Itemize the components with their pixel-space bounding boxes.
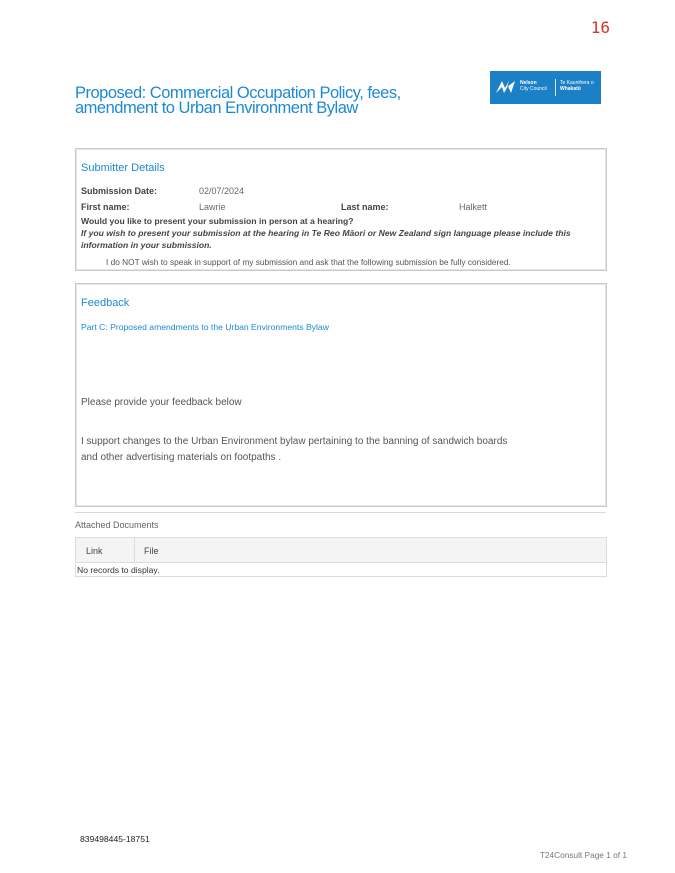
feedback-prompt: Please provide your feedback below xyxy=(81,397,242,408)
feedback-heading: Feedback xyxy=(81,297,130,309)
first-name-label: First name: xyxy=(81,202,130,212)
submitter-details-heading: Submitter Details xyxy=(81,162,165,174)
feedback-part-title: Part C: Proposed amendments to the Urban Environments Bylaw xyxy=(81,322,329,332)
submission-date-label: Submission Date: xyxy=(81,186,158,196)
column-header-file[interactable]: File xyxy=(144,546,159,556)
page-number: 16 xyxy=(590,18,610,37)
hearing-answer: I do NOT wish to speak in support of my submission and ask that the following submission be fully considered. xyxy=(106,257,511,267)
page-footer: T24Consult Page 1 of 1 xyxy=(539,850,627,860)
hearing-language-note: If you wish to present your submission at the hearing in Te Reo Māori or New Zealand sign language please include this information in your submission. xyxy=(81,228,571,250)
document-title: Proposed: Commercial Occupation Policy, fees, amendment to Urban Environment Bylaw xyxy=(75,84,401,117)
first-name-value: Lawrie xyxy=(199,202,226,212)
attached-documents-heading: Attached Documents xyxy=(75,520,159,530)
feedback-line: and other advertising materials on footpaths . xyxy=(81,452,282,463)
document-id: 839498445-18751 xyxy=(80,834,150,844)
hearing-question: Would you like to present your submission in person at a hearing? xyxy=(81,216,354,226)
logo-divider xyxy=(555,79,556,96)
submitter-details-panel xyxy=(75,148,607,271)
council-name: Nelson City Council xyxy=(520,80,547,92)
feedback-panel xyxy=(75,283,607,507)
feedback-line: I support changes to the Urban Environment bylaw pertaining to the banning of sandwich boards xyxy=(81,436,508,447)
submission-date-value: 02/07/2024 xyxy=(199,186,245,196)
no-records-message: No records to display. xyxy=(77,565,160,575)
last-name-value: Halkett xyxy=(459,202,488,212)
attachments-divider xyxy=(75,512,606,513)
attachments-table xyxy=(75,537,607,577)
last-name-label: Last name: xyxy=(341,202,389,212)
column-header-link[interactable]: Link xyxy=(86,546,103,556)
council-maori-name: Te Kaunihera o Whakatū xyxy=(560,80,594,92)
column-separator xyxy=(134,538,135,562)
attachments-table-header xyxy=(76,538,606,563)
council-logo xyxy=(490,71,601,104)
feedback-text xyxy=(81,434,581,466)
council-logo-icon xyxy=(495,78,517,96)
